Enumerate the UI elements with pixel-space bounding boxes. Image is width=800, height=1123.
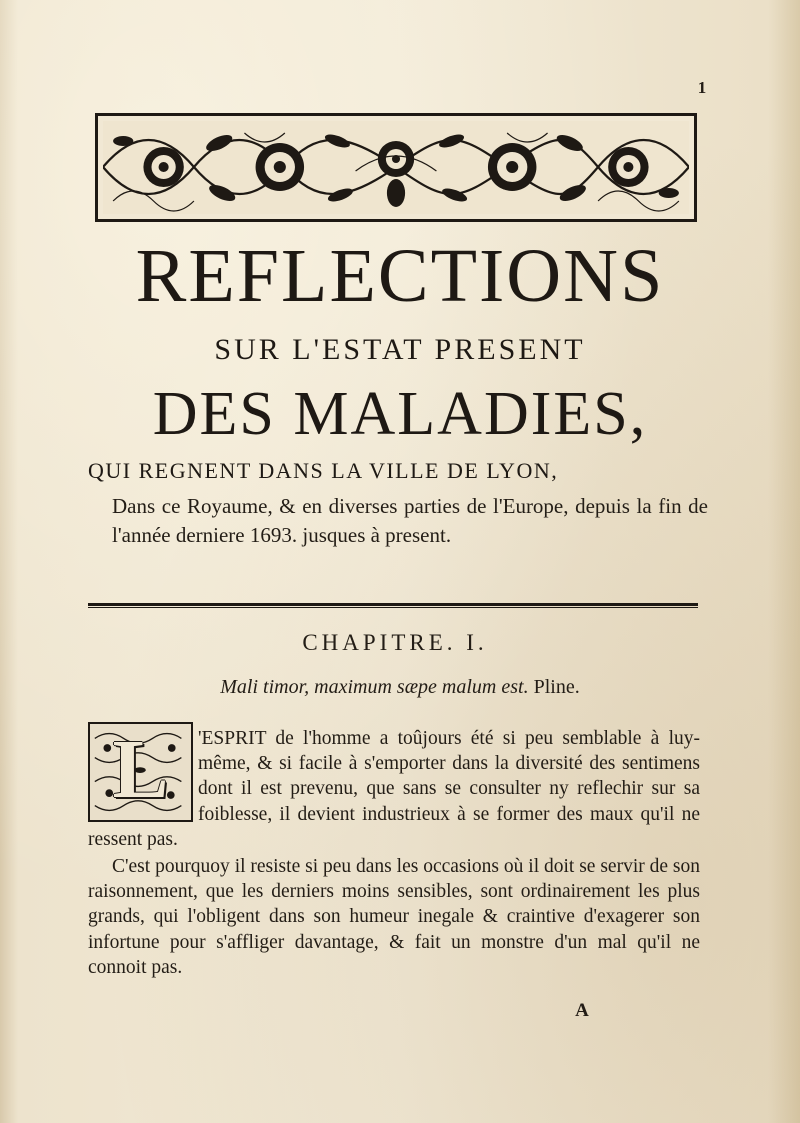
paragraph-2: C'est pourquoy il resiste si peu dans les occasions où il doit se servir de son raisonnement, que les derniers moins sensibles, sont ordinairement les plus grands, qui l'obligent dans son humeur inegale & craintive d'exagerer son infortune pour s'affliger davantage, & fait un monstre d'un mal qu'il ne connoit pas. (88, 856, 700, 978)
title-line-1: REFLECTIONS (135, 234, 665, 318)
paragraph-1-text: 'ESPRIT de l'homme a toûjours été si peu semblable à luy-même, & si facile à s'emporter dans la diversité des sentimens dont il est prevenu, que sans se consulter ny reflechir sur sa foiblesse, il devient industrieux à se former des maux qu'il ne ressent pas. (88, 728, 700, 850)
title-subtitle: Dans ce Royaume, & en diverses parties de l'Europe, depuis la fin de l'année derniere 1693. jusques à present. (112, 494, 708, 547)
page-number: 1 (697, 78, 707, 97)
chapter-heading: CHAPITRE. I. (302, 630, 488, 655)
divider-rule (88, 603, 698, 608)
body-text (88, 723, 700, 980)
epigraph (150, 676, 650, 699)
drop-cap-letter: L (112, 723, 169, 816)
title-line-4: QUI REGNENT DANS LA VILLE DE LYON, (88, 458, 559, 483)
epigraph-author: Pline. (533, 676, 580, 698)
epigraph-quote: Mali timor, maximum sæpe malum est. (220, 676, 529, 698)
title-line-3: DES MALADIES, (152, 380, 648, 448)
paragraph-1 (88, 723, 700, 852)
floral-headpiece-icon (95, 113, 697, 222)
title-line-2: SUR L'ESTAT PRESENT (214, 333, 586, 366)
signature-mark: A (575, 1000, 589, 1021)
